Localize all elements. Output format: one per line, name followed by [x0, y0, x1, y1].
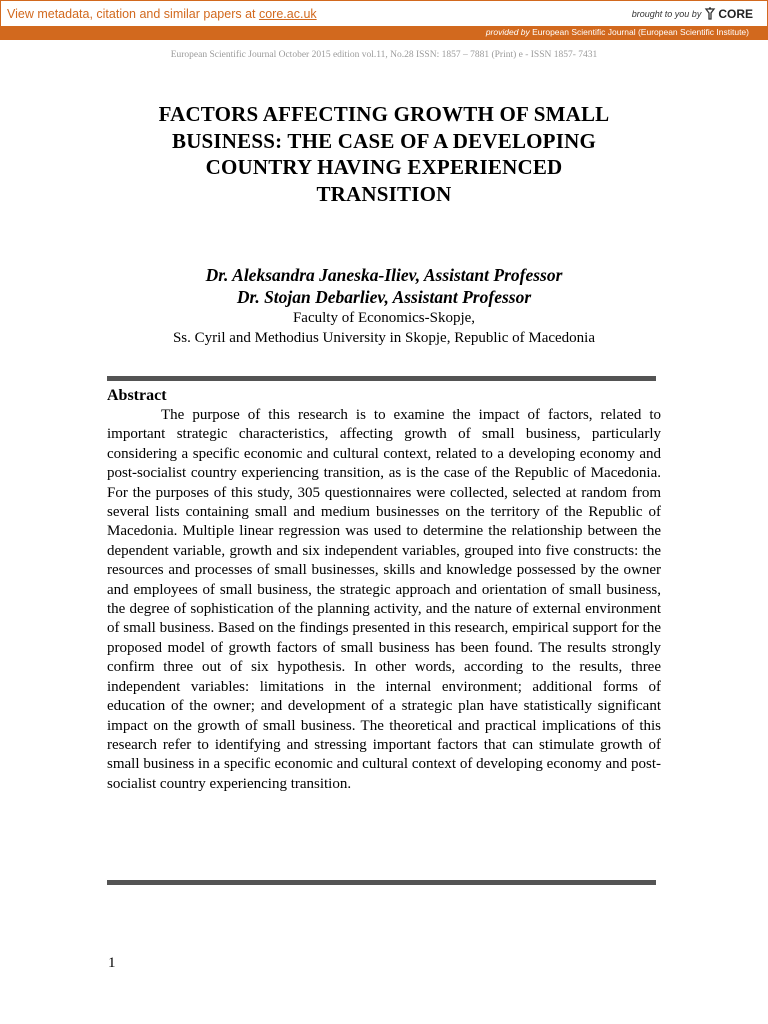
title-line: TRANSITION	[316, 181, 452, 206]
paper-title	[90, 101, 678, 207]
title-line: BUSINESS: THE CASE OF A DEVELOPING	[171, 128, 596, 153]
core-link[interactable]: core.ac.uk	[258, 6, 317, 21]
core-provided-by: provided by European Scientific Journal (European Scientific Institute)	[1, 26, 767, 39]
title-line: COUNTRY HAVING EXPERIENCED	[205, 155, 563, 179]
page-number: 1	[108, 955, 116, 971]
journal-header: European Scientific Journal October 2015 edition vol.11, No.28 ISSN: 1857 – 7881 (Print) e - ISSN 1857- 7431	[170, 50, 598, 60]
author-1: Dr. Aleksandra Janeska-Iliev, Assistant Professor	[205, 265, 563, 285]
affiliation-university: Ss. Cyril and Methodius University in Skopje, Republic of Macedonia	[172, 330, 596, 346]
abstract-top-rule	[107, 376, 656, 381]
core-logo[interactable]: CORE	[704, 7, 753, 21]
author-block	[0, 264, 768, 348]
title-line: FACTORS AFFECTING GROWTH OF SMALL	[158, 102, 610, 126]
abstract-section	[107, 386, 661, 794]
core-banner-top	[1, 1, 767, 26]
core-banner	[0, 0, 768, 40]
abstract-body: The purpose of this research is to examine the impact of factors, related to important strategic characteristics, affecting growth of small business, particularly considering a specific economic and cultural context, related to a developing economy and post-socialist country experiencing transition, as is the case of the Republic of Macedonia. For the purposes of this study, 305 questionnaires were collected, selected at random from several lists containing small and medium businesses on the territory of the Republic of Macedonia. Multiple linear regression was used to determine the relationship between the dependent variable, growth and six independent variables, grouped into five constructs: the resources and processes of small businesses, skills and knowledge possessed by the owner and employees of small business, the strategic approach and orientation of small business, the degree of sophistication of the planning activity, and the nature of external environment of small business. Based on the findings presented in this research, empirical support for the proposed model of growth factors of small business has been found. The results strongly confirm three out of six hypothesis. In other words, according to the results, three independent variables: limitations in the internal environment; additional forms of education of the owner; and development of a strategic plan have statistically significant impact on the growth of small business. The theoretical and practical implications of this research refer to identifying and stressing important factors that can stimulate growth of small business in a specific economic and cultural context of developing economy and post-socialist country experiencing transition.	[107, 407, 661, 792]
core-view-metadata: View metadata, citation and similar papers at core.ac.uk	[7, 6, 317, 21]
core-brought-by: brought to you by CORE	[631, 6, 753, 21]
affiliation-faculty: Faculty of Economics-Skopje,	[292, 310, 476, 326]
author-2: Dr. Stojan Debarliev, Assistant Professor	[236, 287, 532, 307]
core-logo-icon	[704, 7, 716, 21]
abstract-bottom-rule	[107, 880, 656, 885]
abstract-heading: Abstract	[107, 387, 167, 404]
